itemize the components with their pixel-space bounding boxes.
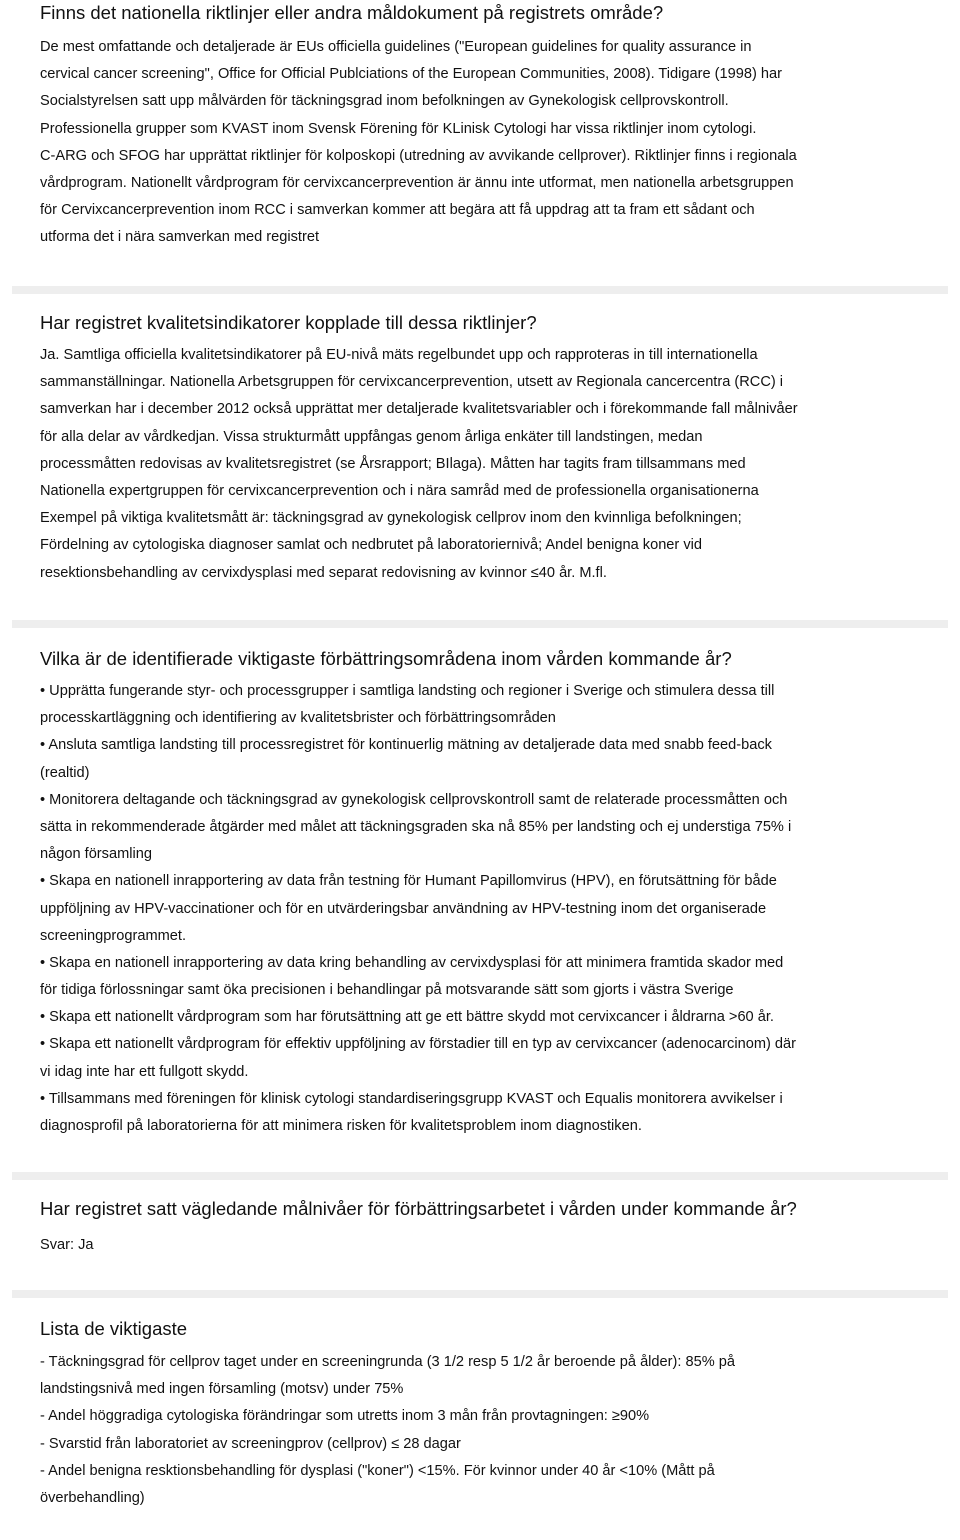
text-line: processkartläggning och identifiering av kvalitetsbrister och förbättringsområden <box>40 710 556 727</box>
answer-text: Svar: Ja <box>40 1237 94 1253</box>
text-line: någon församling <box>40 846 152 863</box>
text-line: resektionsbehandling av cervixdysplasi med separat redovisning av kvinnor ≤40 år. M.fl. <box>40 564 607 581</box>
list-item: • Tillsammans med föreningen för klinisk cytologi standardiseringsgrupp KVAST och Equalis monitorera avvikelser i <box>40 1090 783 1107</box>
text-line: vi idag inte har ett fullgott skydd. <box>40 1063 249 1080</box>
text-line: samverkan har i december 2012 också upprättat mer detaljerade kvalitetsvariabler och i förekommande fall målnivåer <box>40 401 798 418</box>
text-line: sätta in rekommenderade åtgärder med målet att täckningsgraden ska nå 85% per landsting och ej understiga 75% i <box>40 818 792 835</box>
section-divider <box>12 1290 948 1298</box>
list-item: - Andel benigna resktionsbehandling för dysplasi ("koner") <15%. För kvinnor under 40 år <10% (Mått på <box>40 1462 715 1479</box>
section-heading-guidelines: Finns det nationella riktlinjer eller andra måldokument på registrets område? <box>40 2 664 23</box>
text-line: screeningprogrammet. <box>40 927 187 944</box>
list-item: • Monitorera deltagande och täckningsgrad av gynekologisk cellprovskontroll samt de relaterade processmåtten och <box>40 791 788 808</box>
text-line: utforma det i nära samverkan med registret <box>40 229 320 246</box>
list-item: • Skapa ett nationellt vårdprogram som har förutsättning att ge ett bättre skydd mot cervixcancer i åldrarna >60 år. <box>40 1009 774 1026</box>
section-heading-target-levels: Har registret satt vägledande målnivåer för förbättringsarbetet i vården under kommande år? <box>40 1198 797 1219</box>
text-line: C-ARG och SFOG har upprättat riktlinjer för kolposkopi (utredning av avvikande cellprover). Riktlinjer finns i regionala <box>40 147 797 164</box>
section-heading-improvement-areas: Vilka är de identifierade viktigaste förbättringsområdena inom vården kommande år? <box>40 648 732 669</box>
text-line: för alla delar av vårdkedjan. Vissa strukturmått uppfångas genom årliga enkäter till landstingen, medan <box>40 428 703 445</box>
list-item: • Skapa ett nationellt vårdprogram för effektiv uppföljning av förstadier till en typ av cervixcancer (adenocarcinom) där <box>40 1036 796 1053</box>
text-line: vårdprogram. Nationellt vårdprogram för cervixcancerprevention är ännu inte utformat, men nationella arbetsgruppen <box>40 174 794 191</box>
text-line: för Cervixcancerprevention inom RCC i samverkan kommer att begära att få uppdrag att ta fram ett sådant och <box>40 202 755 219</box>
text-line: uppföljning av HPV-vaccinationer och för en utvärderingsbar användning av HPV-testning inom det organiserade <box>40 900 767 917</box>
list-item: - Svarstid från laboratoriet av screeningprov (cellprov) ≤ 28 dagar <box>40 1435 461 1452</box>
section-divider <box>12 1172 948 1180</box>
text-line: Ja. Samtliga officiella kvalitetsindikatorer på EU-nivå mäts regelbundet upp och rapproteras in till internationella <box>40 347 758 363</box>
section-body-quality-indicators <box>40 342 925 587</box>
section-divider <box>12 286 948 294</box>
text-line: sammanställningar. Nationella Arbetsgruppen för cervixcancerprevention, utsett av Regionala cancercentra (RCC) i <box>40 374 784 391</box>
section-heading-most-important: Lista de viktigaste <box>40 1318 188 1339</box>
text-line: överbehandling) <box>40 1489 145 1506</box>
section-divider <box>12 620 948 628</box>
section-body-guidelines <box>40 34 925 252</box>
text-line: landstingsnivå med ingen församling (motsv) under 75% <box>40 1381 404 1398</box>
text-line: Nationella expertgruppen för cervixcancerprevention och i nära samråd med de professionella organisationerna <box>40 482 759 499</box>
text-line: processmåtten redovisas av kvalitetsregistret (se Årsrapport; BIlaga). Måtten har tagits fram tillsammans med <box>40 455 746 472</box>
section-heading-quality-indicators: Har registret kvalitetsindikatorer kopplade till dessa riktlinjer? <box>40 312 537 333</box>
text-line: De mest omfattande och detaljerade är EUs officiella guidelines ("European guidelines for quality assurance in <box>40 39 752 55</box>
list-item: • Skapa en nationell inrapportering av data från testning för Humant Papillomvirus (HPV), en förutsättning för både <box>40 873 777 890</box>
section-body-improvement-areas <box>40 678 925 1140</box>
list-item: - Andel höggradiga cytologiska förändringar som utretts inom 3 mån från provtagningen: ≥90% <box>40 1408 650 1425</box>
list-item: • Skapa en nationell inrapportering av data kring behandling av cervixdysplasi för att minimera framtida skador med <box>40 954 784 971</box>
list-item: • Upprätta fungerande styr- och processgrupper i samtliga landsting och regioner i Sverige och stimulera dessa till <box>40 683 775 699</box>
text-line: (realtid) <box>40 764 90 781</box>
section-body-target-levels <box>40 1232 925 1259</box>
text-line: för tidiga förlossningar samt öka precisionen i behandlingar på motsvarande sätt som gjorts i västra Sverige <box>40 982 734 999</box>
text-line: Professionella grupper som KVAST inom Svensk Förening för KLinisk Cytologi har vissa riktlinjer inom cytologi. <box>40 120 757 137</box>
text-line: Fördelning av cytologiska diagnoser samlat och nedbrutet på laboratoriernivå; Andel benigna koner vid <box>40 537 702 554</box>
list-item: - Täckningsgrad för cellprov taget under en screeningrunda (3 1/2 resp 5 1/2 år beroende på ålder): 85% på <box>40 1354 735 1370</box>
section-body-most-important <box>40 1349 925 1512</box>
text-line: Exempel på viktiga kvalitetsmått är: täckningsgrad av gynekologisk cellprov inom den kvinnliga befolkningen; <box>40 510 742 527</box>
list-item: • Ansluta samtliga landsting till processregistret för kontinuerlig mätning av detaljerade data med snabb feed-back <box>40 737 772 754</box>
text-line: diagnosprofil på laboratorierna för att minimera risken för kvalitetsproblem inom diagnostiken. <box>40 1118 642 1134</box>
text-line: cervical cancer screening", Office for Official Publciations of the European Communities, 2008). Tidigare (1998) har <box>40 66 782 83</box>
text-line: Socialstyrelsen satt upp målvärden för täckningsgrad inom befolkningen av Gynekologisk cellprovskontroll. <box>40 93 729 110</box>
